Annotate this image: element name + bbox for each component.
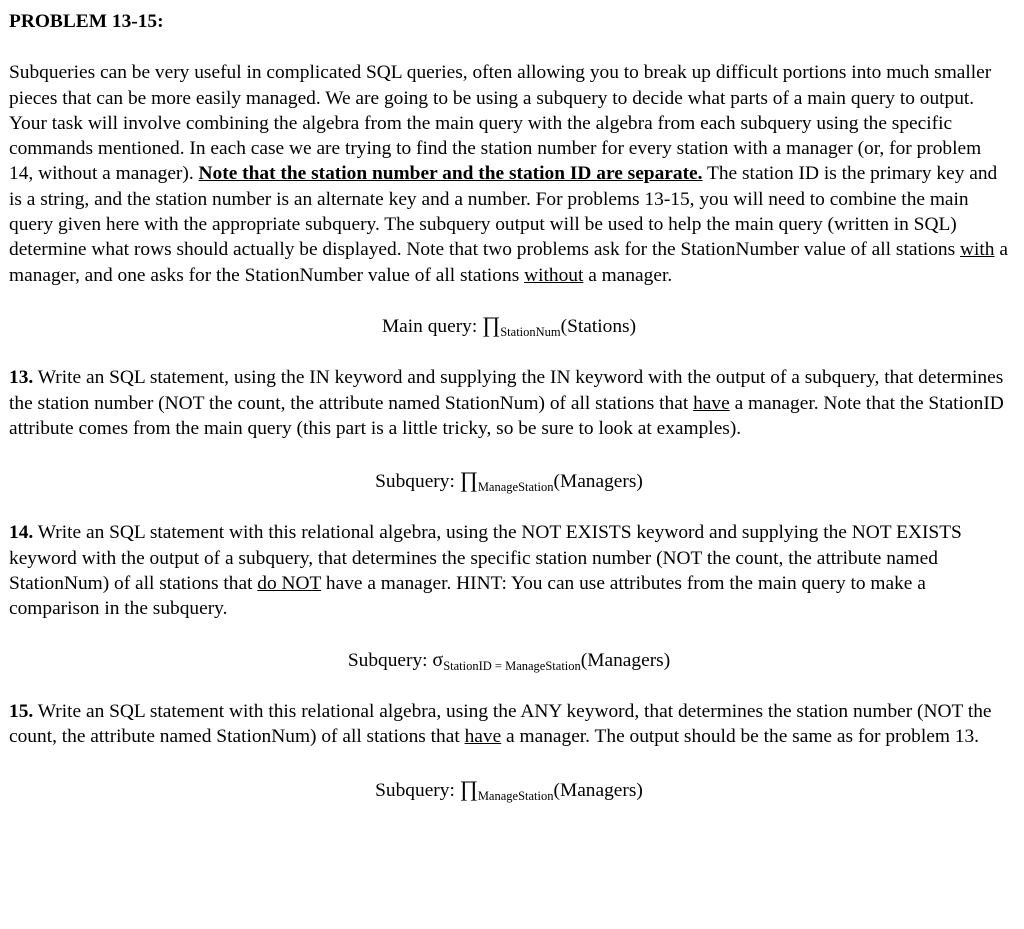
selection-symbol: σ xyxy=(432,648,444,671)
problem-15-have: have xyxy=(464,726,502,748)
problem-14-text-1: Write an SQL statement with this relational algebra, using the NOT EXISTS keyword and supplying the NOT EXISTS keyword with the output of a subquery, that determines the specific station number (NOT the count, the attribute named StationNum) of all stations that xyxy=(9,522,962,595)
problem-13-subquery xyxy=(9,467,1009,494)
intro-text-4: a manager. xyxy=(583,264,673,286)
problem-heading: PROBLEM 13-15: xyxy=(9,11,164,32)
problem-14-number: 14. xyxy=(9,522,34,544)
problem-15-text-2: a manager. The output should be the same as for problem 13. xyxy=(501,726,980,748)
problem-13-text-1: Write an SQL statement, using the IN keyword and supplying the IN keyword with the output of a subquery, that determines the station number (NOT the count, the attribute named StationNum) of all stations that xyxy=(9,367,1004,414)
subquery-15-relation: (Managers) xyxy=(553,779,643,801)
document-page xyxy=(9,9,1009,803)
main-query-relation: (Stations) xyxy=(560,315,637,337)
intro-paragraph xyxy=(9,60,1009,288)
problem-15-number: 15. xyxy=(9,700,34,722)
subquery-14-label: Subquery: xyxy=(347,649,433,671)
problem-15-subquery xyxy=(9,776,1009,803)
problem-13-text-2: a manager. Note that the StationID attribute comes from the main query (this part is a little tricky, so be sure to look at examples). xyxy=(9,392,1004,439)
projection-symbol: ∏ xyxy=(482,311,501,337)
subquery-15-label: Subquery: xyxy=(375,779,460,801)
problem-15 xyxy=(9,699,1009,750)
intro-text-3: a manager, and one asks for the StationNumber value of all stations xyxy=(9,239,1008,286)
with-emphasis: with xyxy=(960,239,995,261)
subquery-13-relation: (Managers) xyxy=(553,471,643,493)
subquery-15-subscript: ManageStation xyxy=(477,788,554,803)
without-emphasis: without xyxy=(524,264,584,286)
projection-symbol: ∏ xyxy=(459,467,478,493)
station-note: Note that the station number and the station ID are separate. xyxy=(198,163,703,185)
subquery-13-label: Subquery: xyxy=(375,471,460,493)
problem-14-text-2: have a manager. HINT: You can use attributes from the main query to make a comparison in the subquery. xyxy=(9,573,926,620)
problem-15-text-1: Write an SQL statement with this relational algebra, using the ANY keyword, that determines the station number (NOT the count, the attribute named StationNum) of all stations that xyxy=(9,700,992,748)
main-query-label: Main query: xyxy=(381,315,483,337)
subquery-14-relation: (Managers) xyxy=(580,649,671,671)
subquery-14-subscript: StationID = ManageStation xyxy=(443,658,581,673)
main-query-formula xyxy=(9,312,1009,339)
problem-13-have: have xyxy=(693,392,730,414)
intro-text-2: The station ID is the primary key and is a string, and the station number is an alternate key and a number. For problems 13-15, you will need to combine the main query given here with the appropriate subquery. The subquery output will be used to help the main query (written in SQL) determine what rows should actually be displayed. Note that two problems ask for the StationNumber value of all stations xyxy=(9,163,998,261)
projection-symbol: ∏ xyxy=(459,775,478,801)
subquery-13-subscript: ManageStation xyxy=(477,480,554,495)
main-query-subscript: StationNum xyxy=(500,324,561,339)
problem-14-subquery xyxy=(9,648,1009,673)
problem-13-number: 13. xyxy=(9,367,34,389)
intro-text-1: Subqueries can be very useful in complicated SQL queries, often allowing you to break up difficult portions into much smaller pieces that can be more easily managed. We are going to be using a subquery to decide what parts of a main query to output. Your task will involve combining the algebra from the main query with the algebra from each subquery using the specific commands mentioned. In each case we are trying to find the station number for every station with a manager (or, for problem 14, without a manager). xyxy=(9,62,992,185)
problem-14 xyxy=(9,520,1009,621)
problem-13 xyxy=(9,365,1009,441)
problem-14-do-not: do NOT xyxy=(257,573,322,595)
